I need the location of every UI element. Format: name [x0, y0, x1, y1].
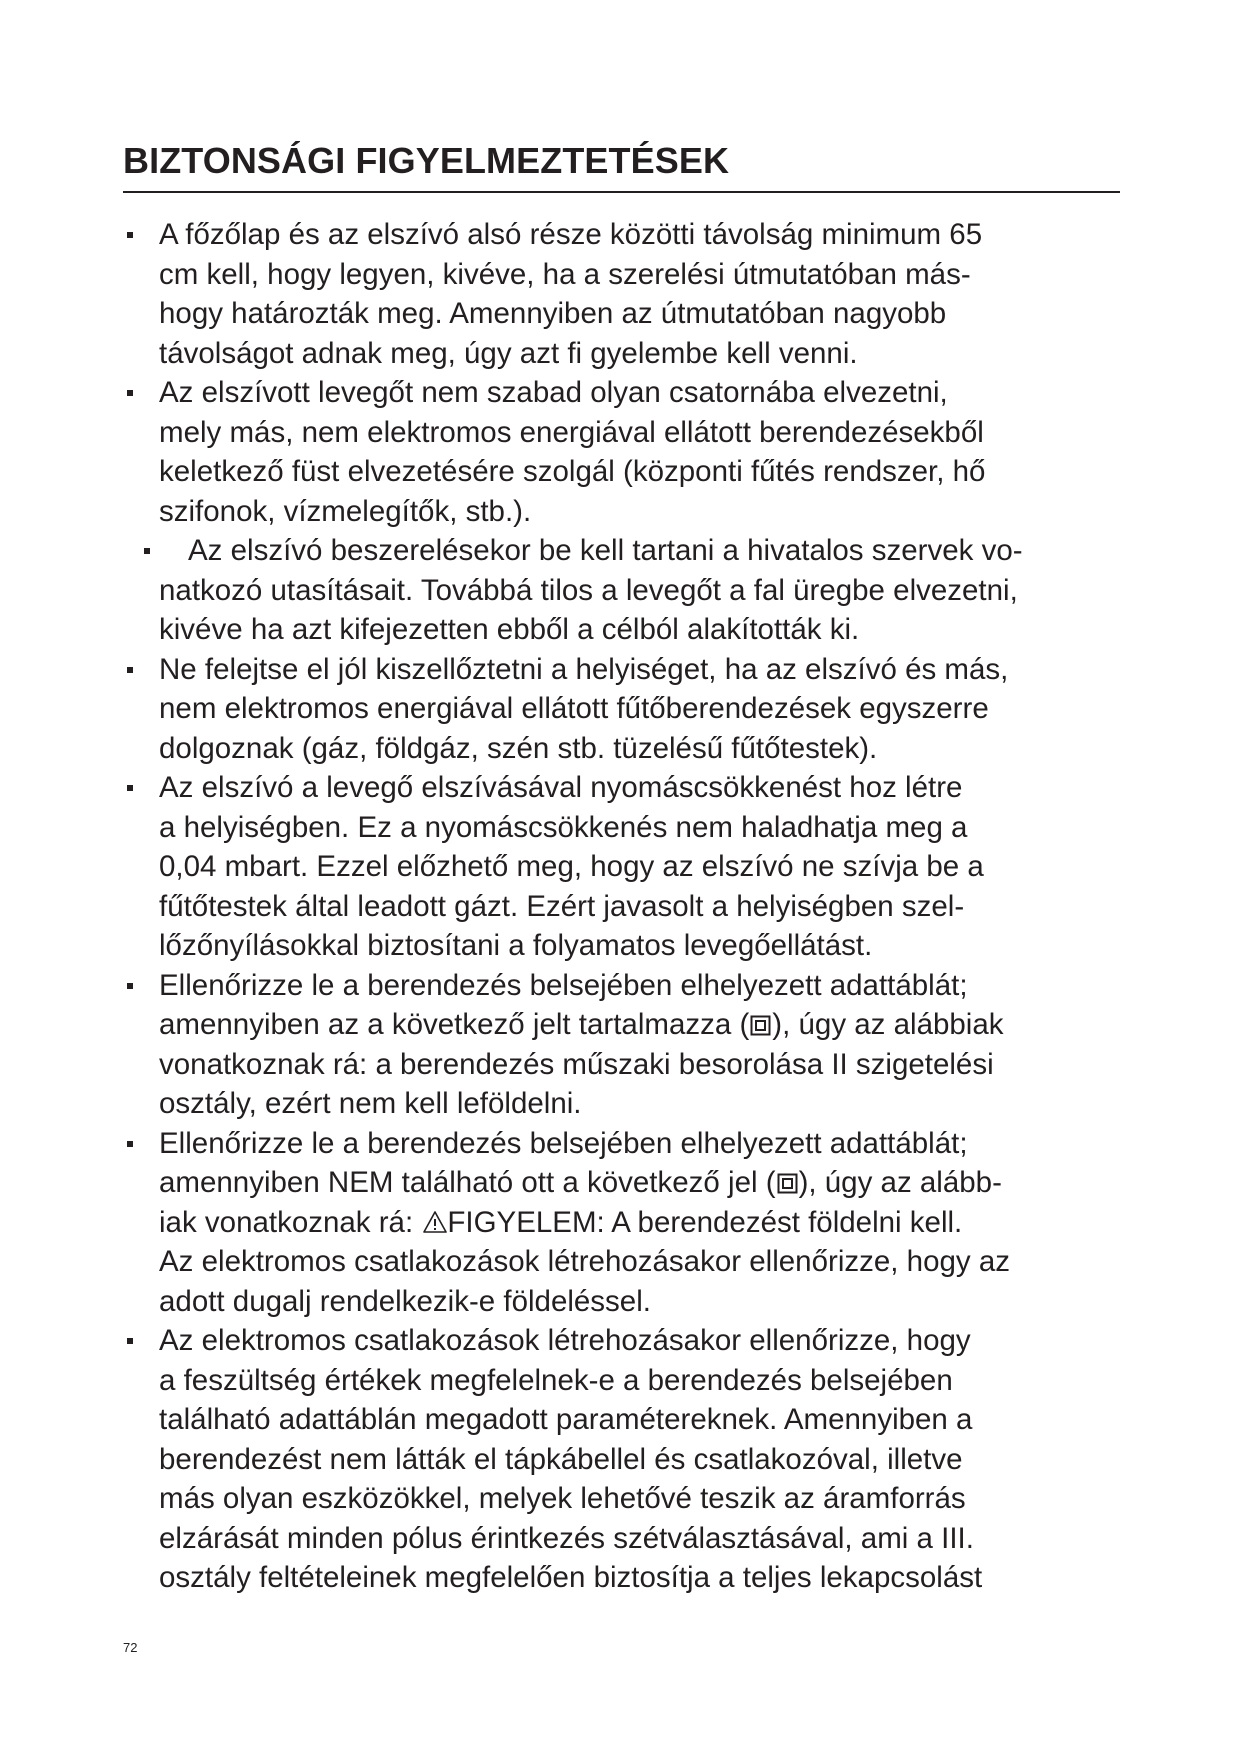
page-number: 72 [123, 1640, 138, 1655]
list-item [123, 768, 1123, 966]
bullet-square-icon [127, 390, 133, 396]
bullet-square-icon [127, 983, 133, 989]
text-line: elzárását minden pólus érintkezés szétválasztásával, ami a III. [159, 1521, 974, 1555]
list-item [123, 1321, 1123, 1598]
text-segment: amennyiben NEM található ott a következő jel ( [159, 1166, 776, 1199]
bullet-square-icon [127, 1141, 133, 1147]
text-line: keletkező füst elvezetésére szolgál (központi fűtés rendszer, hő [159, 455, 986, 488]
text-segment: ), úgy az alábbiak [772, 1008, 1004, 1041]
bullet-square-icon [127, 232, 133, 238]
list-item [123, 1124, 1123, 1322]
text-line: Az elszívó a levegő elszívásával nyomáscsökkenést hoz létre [159, 771, 963, 804]
text-line: a feszültség értékek megfelelnek-e a berendezés belsejében [159, 1363, 953, 1397]
text-segment: ), úgy az alább- [798, 1166, 1002, 1199]
text-segment: iak vonatkoznak rá: [159, 1205, 422, 1239]
text-line: dolgoznak (gáz, földgáz, szén stb. tüzelésű fűtőtestek). [159, 731, 878, 765]
text-line [159, 1203, 1123, 1243]
bullet-square-icon [127, 785, 133, 791]
title-divider [123, 191, 1120, 193]
text-line: szifonok, vízmelegítők, stb.). [159, 494, 532, 528]
text-line: Ne felejtse el jól kiszellőztetni a helyiséget, ha az elszívó és más, [159, 652, 1009, 686]
text-line: Az elektromos csatlakozások létrehozásakor ellenőrizze, hogy [159, 1324, 971, 1357]
text-line: Az elszívott levegőt nem szabad olyan csatornába elvezetni, [159, 376, 948, 409]
text-line: Ellenőrizze le a berendezés belsejében elhelyezett adattáblát; [159, 968, 968, 1002]
text-segment: amennyiben az a következő jelt tartalmazza ( [159, 1008, 750, 1041]
list-item [123, 650, 1123, 769]
text-line: osztály, ezért nem kell leföldelni. [159, 1087, 582, 1120]
text-line: más olyan eszközökkel, melyek lehetővé teszik az áramforrás [159, 1482, 966, 1515]
text-line: a helyiségben. Ez a nyomáscsökkenés nem haladhatja meg a [159, 810, 968, 844]
safety-warnings-list [123, 215, 1123, 1598]
text-line: fűtőtestek által leadott gázt. Ezért javasolt a helyiségben szel- [159, 889, 965, 923]
text-segment: FIGYELEM: A berendezést földelni kell. [447, 1205, 963, 1239]
text-line: Az elektromos csatlakozások létrehozásakor ellenőrizze, hogy az [159, 1245, 1010, 1278]
bullet-square-icon [144, 548, 150, 554]
bullet-square-icon [127, 1338, 133, 1344]
class-ii-insulation-icon [750, 1015, 771, 1036]
text-line: nem elektromos energiával ellátott fűtőberendezések egyszerre [159, 692, 989, 725]
warning-triangle-icon [423, 1210, 447, 1234]
text-line [159, 1005, 1123, 1045]
text-line: található adattáblán megadott paramétereknek. Amennyiben a [159, 1403, 973, 1436]
text-line: natkozó utasításait. Továbbá tilos a levegőt a fal üregbe elvezetni, [159, 573, 1018, 607]
text-line: mely más, nem elektromos energiával ellátott berendezésekből [159, 415, 984, 449]
text-line: berendezést nem látták el tápkábellel és csatlakozóval, illetve [159, 1442, 963, 1476]
text-line: kivéve ha azt kifejezetten ebből a célból alakították ki. [159, 613, 860, 646]
text-line: vonatkoznak rá: a berendezés műszaki besorolása II szigetelési [159, 1047, 994, 1081]
list-item [123, 966, 1123, 1124]
text-line: hogy határozták meg. Amennyiben az útmutatóban nagyobb [159, 297, 947, 330]
list-item [123, 531, 1123, 650]
list-item [123, 373, 1123, 531]
class-ii-insulation-icon [777, 1173, 798, 1194]
text-line: Az elszívó beszerelésekor be kell tartani a hivatalos szervek vo- [188, 534, 1023, 567]
text-line: lőzőnyílásokkal biztosítani a folyamatos levegőellátást. [159, 929, 873, 962]
text-line: adott dugalj rendelkezik-e földeléssel. [159, 1284, 651, 1318]
text-line: cm kell, hogy legyen, kivéve, ha a szerelési útmutatóban más- [159, 257, 971, 291]
bullet-square-icon [127, 667, 133, 673]
text-line: osztály feltételeinek megfelelően biztosítja a teljes lekapcsolást [159, 1561, 983, 1594]
text-line: Ellenőrizze le a berendezés belsejében elhelyezett adattáblát; [159, 1126, 968, 1160]
list-item [123, 215, 1123, 373]
text-line: távolságot adnak meg, úgy azt fi gyelembe kell venni. [159, 336, 858, 370]
page-title: BIZTONSÁGI FIGYELMEZTETÉSEK [123, 140, 730, 181]
text-line: 0,04 mbart. Ezzel előzhető meg, hogy az elszívó ne szívja be a [159, 850, 984, 883]
text-line: A főzőlap és az elszívó alsó része közötti távolság minimum 65 [159, 218, 983, 251]
text-line [159, 1163, 1123, 1203]
